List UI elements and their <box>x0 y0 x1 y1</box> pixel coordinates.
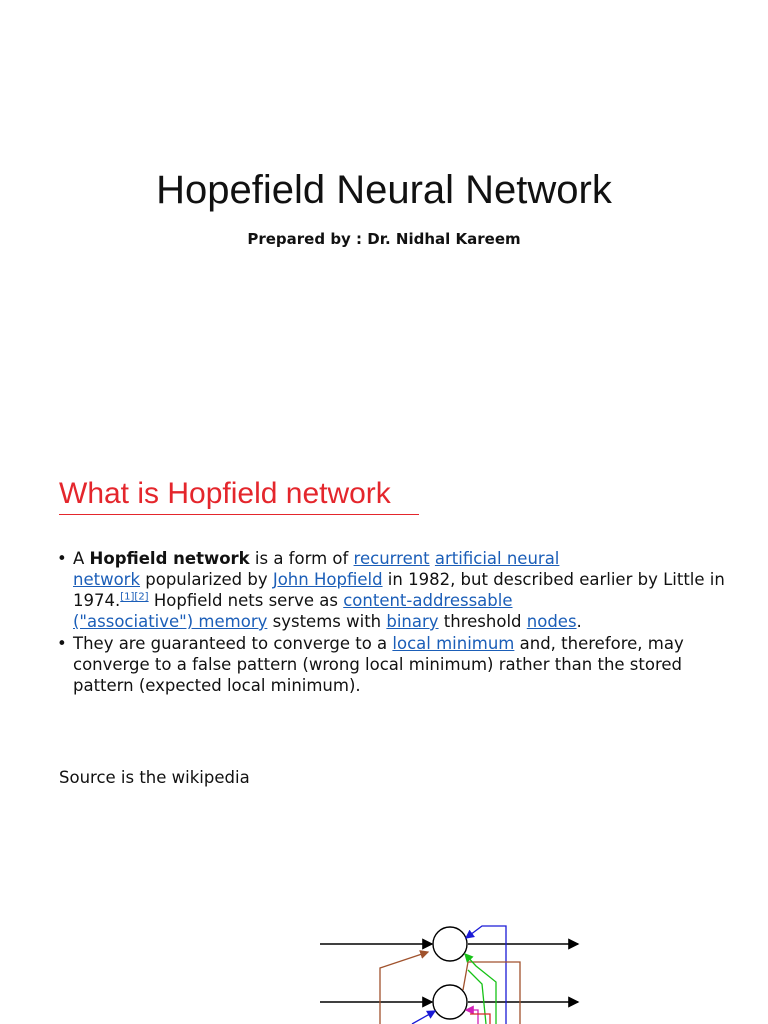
neuron-1 <box>433 927 467 961</box>
feedback-blue <box>466 926 506 1024</box>
bullet-glyph: • <box>57 634 67 653</box>
feedback-red <box>470 1014 490 1024</box>
feedback-brown-2 <box>463 962 520 1024</box>
link-nodes[interactable]: nodes <box>526 612 577 631</box>
feedback-brown <box>380 952 428 1024</box>
citation-link[interactable]: [1][2] <box>120 591 149 603</box>
section-heading: What is Hopfield network <box>59 477 391 510</box>
link-local-minimum[interactable]: local minimum <box>392 634 515 653</box>
slide-subtitle: Prepared by : Dr. Nidhal Kareem <box>247 230 521 248</box>
bullet-text: in 1982, but described earlier by Little in 1974. <box>73 570 725 610</box>
heading-underline <box>59 514 419 515</box>
bullet-text: They are guaranteed to converge to a <box>73 634 393 653</box>
bullet-glyph: • <box>57 549 67 568</box>
feedback-magenta <box>466 1010 478 1024</box>
hopfield-network-diagram <box>300 910 600 1024</box>
bullet-text: . <box>576 612 582 631</box>
link-recurrent[interactable]: recurrent <box>353 549 430 568</box>
bullet-text: is a form of <box>249 549 354 568</box>
bullet-text: popularized by <box>140 570 273 589</box>
bullet-text: threshold <box>438 612 527 631</box>
bullet-text: and, therefore, may converge to a false pattern (wrong local minimum) rather than the stored pattern (expected local minimum). <box>73 634 684 695</box>
bullet-item-definition <box>55 548 735 632</box>
link-artificial-neural[interactable]: artificial neural <box>434 549 560 568</box>
slide-title: Hopefield Neural Network <box>156 168 612 212</box>
bullet-text: systems with <box>267 612 387 631</box>
feedback-blue-2 <box>412 1011 435 1024</box>
bullet-list <box>55 548 735 696</box>
bold-term: Hopfield network <box>89 549 250 568</box>
bullet-item-convergence <box>55 633 735 696</box>
neuron-2 <box>433 985 467 1019</box>
feedback-green-2 <box>468 970 486 1024</box>
link-content-addressable[interactable]: content-addressable <box>343 591 513 610</box>
bullet-text: Hopfield nets serve as <box>148 591 344 610</box>
bullet-text: A <box>73 549 90 568</box>
link-associative-memory[interactable]: ("associative") memory <box>73 612 268 631</box>
link-network[interactable]: network <box>73 570 141 589</box>
source-note: Source is the wikipedia <box>59 768 250 787</box>
link-binary[interactable]: binary <box>386 612 439 631</box>
link-john-hopfield[interactable]: John Hopfield <box>272 570 383 589</box>
